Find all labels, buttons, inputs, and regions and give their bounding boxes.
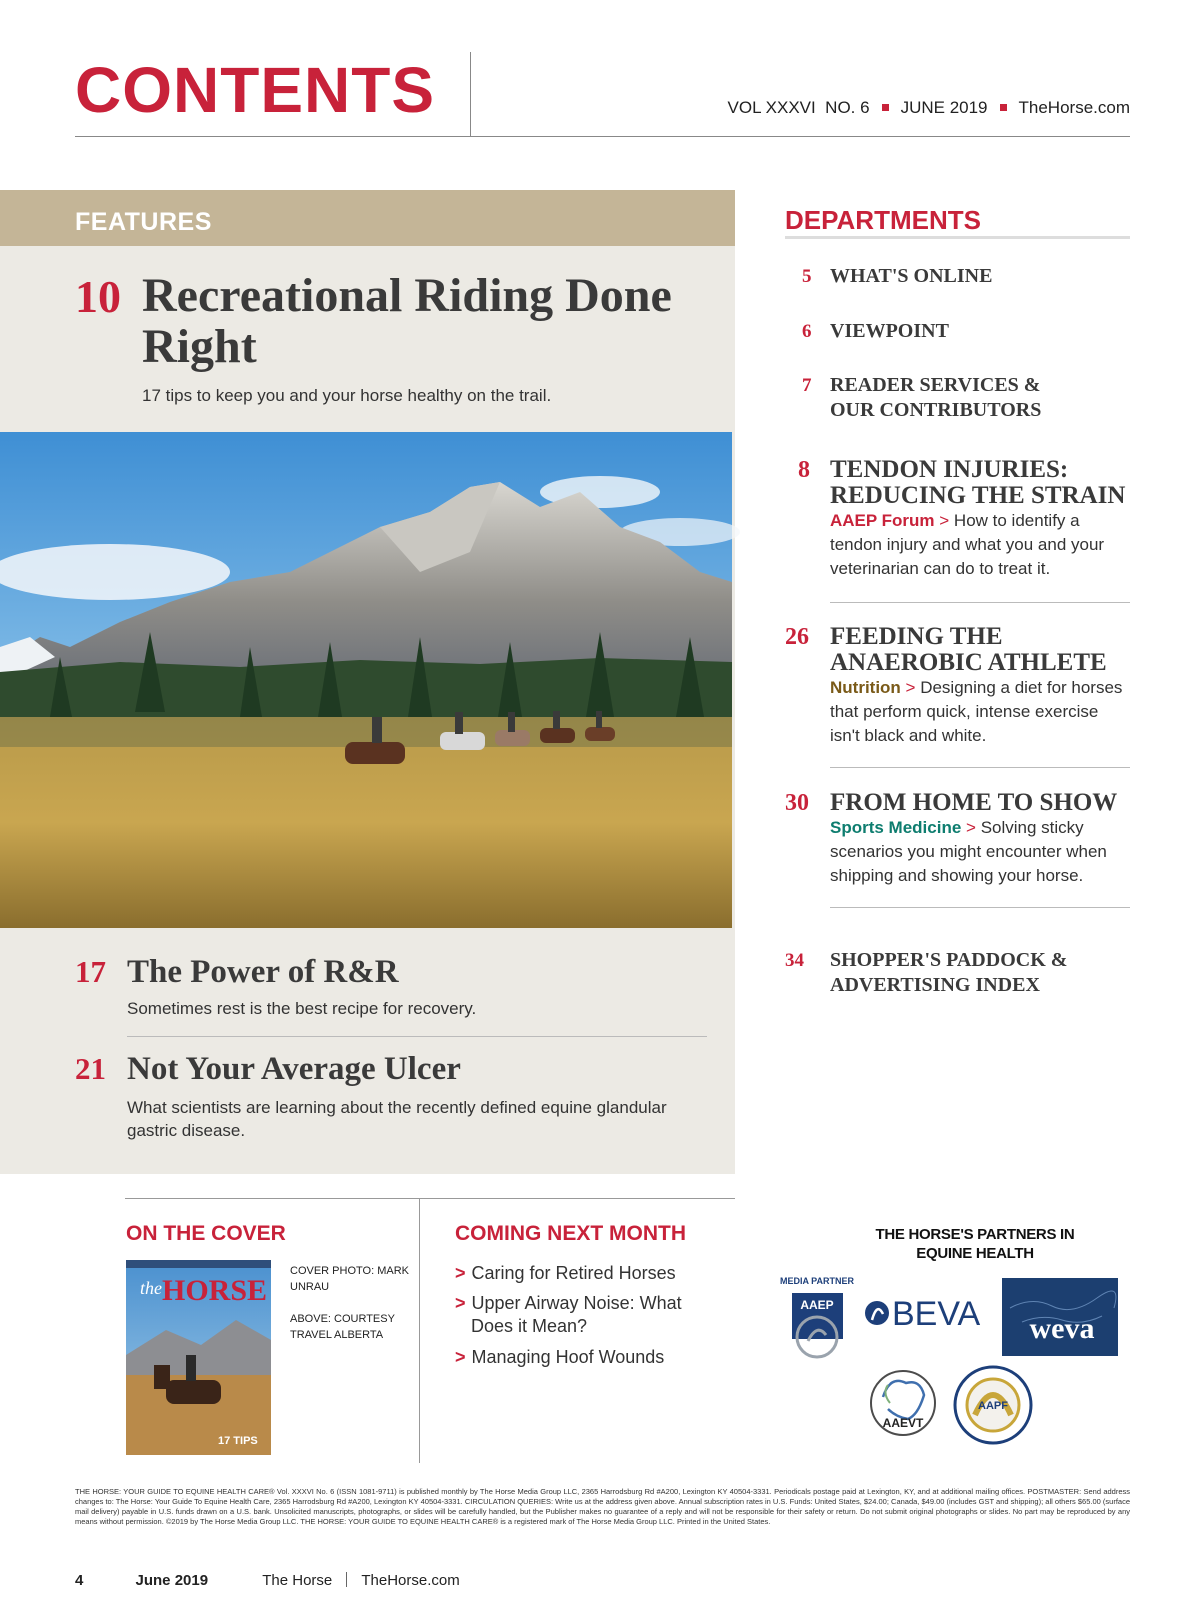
- coming-next-item[interactable]: > Managing Hoof Wounds: [455, 1347, 665, 1367]
- issue-info: [728, 98, 1130, 118]
- svg-text:the: the: [140, 1278, 162, 1298]
- coming-next-month-heading: COMING NEXT MONTH: [455, 1222, 686, 1245]
- page-title: CONTENTS: [75, 54, 435, 126]
- feature-page-number: 21: [75, 1051, 106, 1086]
- aaevt-logo[interactable]: [868, 1365, 938, 1441]
- department-description: [830, 509, 1130, 581]
- bottom-rule: [125, 1198, 735, 1199]
- page-number: 4: [75, 1572, 84, 1589]
- department-title[interactable]: SHOPPER'S PADDOCK & ADVERTISING INDEX: [830, 949, 1068, 996]
- features-heading: FEATURES: [75, 208, 212, 236]
- department-tag[interactable]: Nutrition: [830, 678, 901, 697]
- coming-next-item[interactable]: > Caring for Retired Horses: [455, 1263, 676, 1283]
- chevron-right-icon: >: [455, 1293, 466, 1313]
- weva-logo[interactable]: [1002, 1278, 1118, 1356]
- bottom-divider: [419, 1198, 420, 1463]
- chevron-right-icon: >: [455, 1263, 466, 1283]
- cover-text: 17 TIPS: [218, 1435, 258, 1447]
- cover-thumbnail[interactable]: [126, 1260, 271, 1455]
- cover-photo-credit: COVER PHOTO: MARK UNRAU: [290, 1265, 409, 1293]
- footer-website[interactable]: TheHorse.com: [361, 1572, 460, 1589]
- bullet-icon: [1000, 104, 1007, 111]
- department-page-number: 7: [802, 375, 812, 396]
- department-title[interactable]: READER SERVICES & OUR CONTRIBUTORS: [830, 374, 1042, 421]
- volume-number: VOL XXXVI NO. 6: [727, 98, 870, 117]
- bullet-icon: [882, 104, 889, 111]
- feature-description: What scientists are learning about the recently defined equine glandular gastric disease.: [127, 1098, 667, 1140]
- footer-date: June 2019: [135, 1572, 209, 1589]
- chevron-right-icon: >: [455, 1347, 466, 1367]
- chevron-right-icon: >: [934, 511, 954, 530]
- aaep-prefix: MEDIA PARTNER: [780, 1276, 854, 1286]
- department-title[interactable]: WHAT'S ONLINE: [830, 265, 993, 287]
- aaevt-text: AAEVT: [882, 1416, 924, 1430]
- feature-title[interactable]: Not Your Average Ulcer: [127, 1051, 461, 1087]
- on-the-cover-heading: ON THE COVER: [126, 1222, 286, 1245]
- weva-text: weva: [1029, 1312, 1095, 1345]
- coming-next-item[interactable]: > Upper Airway Noise: What Does it Mean?: [455, 1293, 682, 1336]
- feature-description: 17 tips to keep you and your horse healthy on the trail.: [142, 386, 552, 405]
- department-divider: [830, 767, 1130, 768]
- department-title[interactable]: FEEDING THE ANAEROBIC ATHLETE: [830, 623, 1107, 676]
- departments-heading: DEPARTMENTS: [785, 205, 981, 235]
- beva-text: BEVA: [892, 1295, 981, 1333]
- department-desc-text: Designing a diet for horses that perform quick, intense exercise isn't black and white.: [830, 678, 1123, 745]
- footer-publication: The Horse: [262, 1572, 333, 1589]
- departments-rule: [785, 236, 1130, 239]
- website-link[interactable]: TheHorse.com: [1018, 98, 1130, 117]
- department-description: [830, 676, 1130, 748]
- header-rule: [75, 136, 1130, 137]
- department-page-number: 6: [802, 321, 812, 342]
- feature-description: Sometimes rest is the best recipe for recovery.: [127, 999, 477, 1018]
- department-title[interactable]: FROM HOME TO SHOW: [830, 789, 1118, 816]
- department-page-number: 8: [798, 457, 810, 483]
- feature-page-number: 17: [75, 954, 106, 989]
- page-footer: [75, 1572, 460, 1589]
- department-divider: [830, 907, 1130, 908]
- footer-separator: [346, 1572, 347, 1587]
- header-divider: [470, 52, 471, 137]
- department-page-number: 34: [785, 950, 804, 971]
- above-photo-credit: ABOVE: COURTESY TRAVEL ALBERTA: [290, 1313, 395, 1341]
- department-page-number: 5: [802, 266, 812, 287]
- feature-title[interactable]: Recreational Riding Done Right: [142, 269, 672, 373]
- department-divider: [830, 602, 1130, 603]
- department-tag[interactable]: AAEP Forum: [830, 511, 935, 530]
- cover-credit: [290, 1263, 410, 1343]
- department-title[interactable]: TENDON INJURIES: REDUCING THE STRAIN: [830, 456, 1126, 509]
- department-page-number: 26: [785, 624, 809, 650]
- chevron-right-icon: >: [961, 818, 981, 837]
- publication-fine-print: THE HORSE: YOUR GUIDE TO EQUINE HEALTH CARE® Vol. XXXVI No. 6 (ISSN 1081-9711) is published monthly by The Horse Media Group LLC, 2365 Harrodsburg Rd #A200, Lexington KY 40504-3331. Periodicals postage paid at Lexington, KY, and at additional mailing offices. POSTMASTER: Send address changes to: The Horse: Your Guide To Equine Health Care, 2365 Harrodsburg Rd #A200, Lexington KY 40504-3331. CIRCULATION QUERIES: Write us at the address given above. Annual subscription rates in U.S. Funds: United States, $24.00; Canada, $49.00 (includes GST and shipping); all others $65.00 (surface mail delivery) payable in U.S. funds drawn on a U.S. bank. Unsolicited manuscripts, photographs, or slides will be carefully handled, but the Publisher makes no guarantee of a reply and will not be responsible for their safety or return. Do not submit original photographs or slides. No part may be reproduced by any means without permission. ©2019 by The Horse Media Group LLC. THE HORSE: YOUR GUIDE TO EQUINE HEALTH CARE® is a registered mark of The Horse Media Group LLC. Printed in the United States.: [75, 1487, 1130, 1526]
- department-page-number: 30: [785, 790, 809, 816]
- issue-date: JUNE 2019: [900, 98, 988, 117]
- feature-photo: [0, 432, 732, 928]
- department-description: [830, 816, 1130, 888]
- partners-heading: THE HORSE'S PARTNERS IN EQUINE HEALTH: [875, 1226, 1075, 1262]
- aapf-text: AAPF: [978, 1400, 1008, 1412]
- department-desc-text: Solving sticky scenarios you might encounter when shipping and showing your horse.: [830, 818, 1107, 885]
- svg-text:HORSE: HORSE: [162, 1274, 268, 1307]
- department-title[interactable]: VIEWPOINT: [830, 320, 949, 342]
- feature-divider: [127, 1036, 707, 1037]
- feature-page-number: 10: [75, 271, 121, 322]
- department-desc-text: How to identify a tendon injury and what you and your veterinarian can do to treat it.: [830, 511, 1105, 578]
- aapf-logo[interactable]: [953, 1365, 1033, 1445]
- beva-logo[interactable]: [862, 1292, 982, 1332]
- chevron-right-icon: >: [900, 678, 921, 697]
- feature-title[interactable]: The Power of R&R: [127, 954, 399, 990]
- department-tag[interactable]: Sports Medicine: [830, 818, 962, 837]
- aaep-text: AAEP: [800, 1298, 834, 1312]
- aaep-logo[interactable]: [780, 1275, 854, 1363]
